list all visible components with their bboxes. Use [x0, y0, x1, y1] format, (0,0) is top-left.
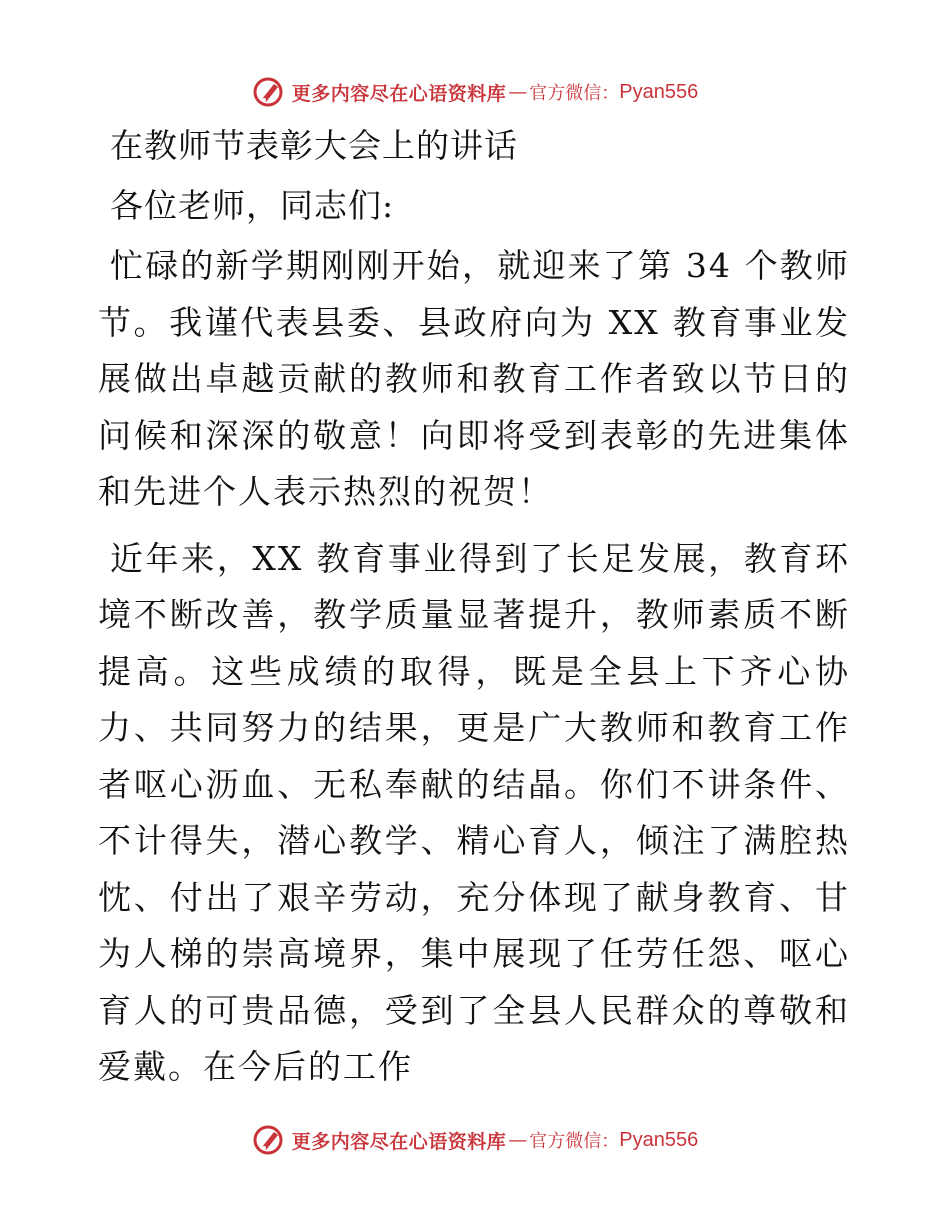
pen-nib-logo-icon — [252, 75, 286, 109]
footer-watermark — [0, 1120, 950, 1160]
watermark-wechat-label: 官方微信： — [529, 83, 620, 104]
watermark-wechat-id: Pyan556 — [619, 80, 699, 103]
watermark-separator: — — [508, 81, 528, 103]
watermark-separator: — — [508, 1129, 528, 1151]
pen-nib-logo-icon — [252, 1123, 286, 1157]
watermark-wechat-label: 官方微信： — [529, 1131, 620, 1152]
paragraph-1: 忙碌的新学期刚刚开始，就迎来了第 34 个教师节。我谨代表县委、县政府向为 XX 教育事业发展做出卓越贡献的教师和教育工作者致以节日的问候和深深的敬意！向即将受到表彰的先进集体和先进个人表示热烈的祝贺！ — [98, 246, 850, 511]
watermark-wechat-id: Pyan556 — [619, 1128, 699, 1151]
document-body — [98, 118, 850, 1106]
paragraph-2: 近年来，XX 教育事业得到了长足发展，教育环境不断改善，教学质量显著提升，教师素质不断提高。这些成绩的取得，既是全县上下齐心协力、共同努力的结果，更是广大教师和教育工作者呕心沥血、无私奉献的结晶。你们不讲条件、不计得失，潜心教学、精心育人，倾注了满腔热忱、付出了艰辛劳动，充分体现了献身教育、甘为人梯的崇高境界，集中展现了任劳任怨、呕心育人的可贵品德，受到了全县人民群众的尊敬和爱戴。在今后的工作 — [98, 538, 850, 1086]
watermark-brand: 更多内容尽在心语资料库 — [291, 82, 507, 105]
header-watermark — [0, 72, 950, 112]
salutation: 各位老师，同志们: — [110, 186, 395, 225]
document-title: 在教师节表彰大会上的讲话 — [110, 126, 518, 165]
watermark-brand: 更多内容尽在心语资料库 — [291, 1130, 507, 1153]
